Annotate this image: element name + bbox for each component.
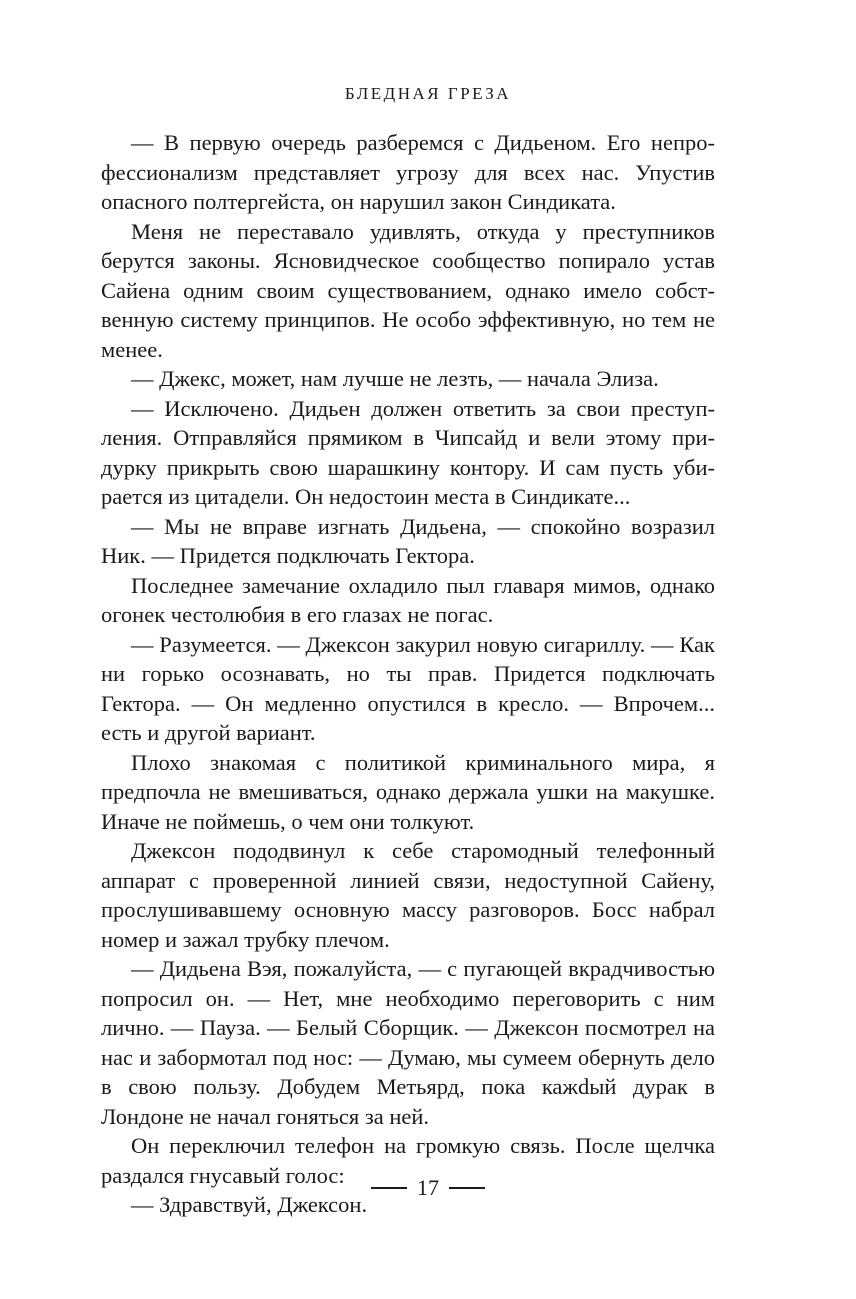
- paragraph: — В первую очередь разберемся с Дидьеном. Его непрофессионализм представляет угрозу для всех нас. Упустив опасного полтергейста, он нарушил закон Синдиката.: [101, 130, 715, 214]
- paragraph: — Исключено. Дидьен должен ответить за свои преступления. Отправляйся прямиком в Чипсайд и вели этому придурку прикрыть свою шарашкину контору. И сам пусть убирается из цитадели. Он недостоин места в Синдикате...: [101, 395, 715, 509]
- paragraph: Джексон пододвинул к себе старомодный телефонный аппарат с проверенной линией связи, недоступной Сайену, прослушивавшему основную массу разговоров. Босс набрал номер и зажал трубку плечом.: [101, 838, 715, 952]
- folio-rule-right: [449, 1187, 485, 1189]
- body-text: [101, 128, 715, 1220]
- paragraph: Последнее замечание охладило пыл главаря мимов, однако огонек честолюбия в его глазах не погас.: [101, 572, 715, 627]
- paragraph: — Дидьена Вэя, пожалуйста, — с пугающей вкрадчивостью попросил он. — Нет, мне необходимо переговорить с ним лично. — Пауза. — Белый Сборщик. — Джексон посмотрел на нас и забормотал под нос: — Думаю, мы сумеем обернуть дело в свою пользу. Добудем Метьярд, пока кажdый дурак в Лондоне не начал гоняться за ней.: [101, 956, 715, 1129]
- paragraph: — Мы не вправе изгнать Дидьена, — спокойно возразил Ник. — Придется подключать Гектора.: [101, 513, 715, 568]
- paragraph: — Здравствуй, Джексон.: [131, 1192, 368, 1217]
- folio-rule-left: [371, 1187, 407, 1189]
- page-number: 17: [417, 1175, 439, 1200]
- paragraph: — Разумеется. — Джексон закурил новую сигариллу. — Как ни горько осознавать, но ты прав. Придется подключать Гектора. — Он медленно опустился в кресло. — Впрочем... есть и другой вариант.: [101, 631, 715, 745]
- paragraph: — Джекс, может, нам лучше не лезть, — начала Элиза.: [131, 366, 659, 391]
- paragraph: Он переключил телефон на громкую связь. После щелчка раздался гнусавый голос:: [101, 1133, 715, 1188]
- paragraph: Плохо знакомая с политикой криминального мира, я предпочла не вмешиваться, однако держала ушки на макушке. Иначе не поймешь, о чем они толкуют.: [101, 749, 715, 834]
- running-head-title: БЛЕДНАЯ ГРЕЗА: [344, 84, 512, 103]
- paragraph: Меня не переставало удивлять, откуда у преступников берутся законы. Ясновидческое сообщество попирало устав Сайена одним своим существованием, однако имело собственную систему принципов. Не особо эффективную, но тем не менее.: [101, 218, 715, 362]
- page-number-footer: [0, 1175, 856, 1201]
